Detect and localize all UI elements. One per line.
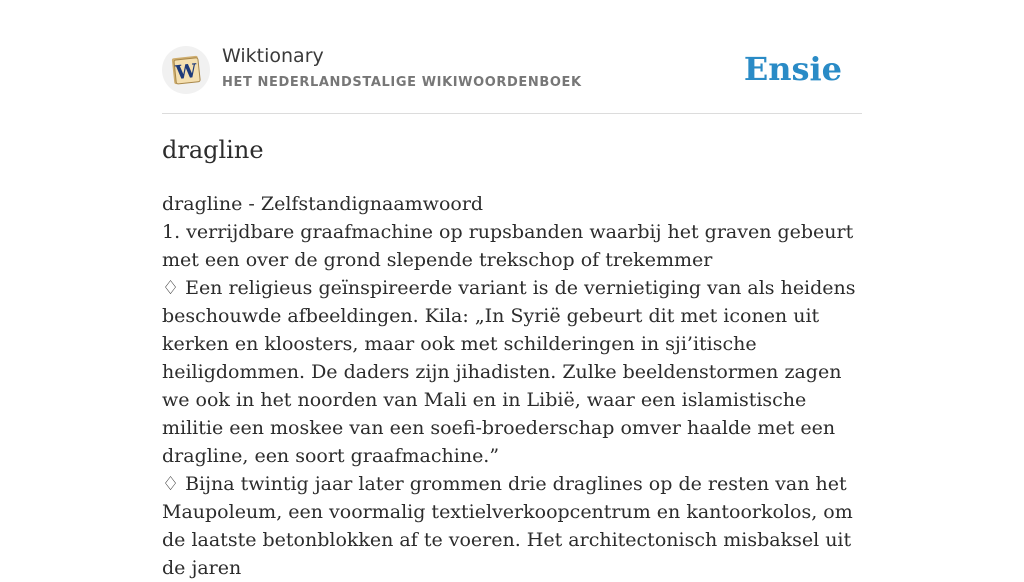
entry-example: ♢ Bijna twintig jaar later grommen drie draglines op de resten van het Maupoleum, een voormalig textielverkoopcentrum en kantoorkolos, om de laatste betonblokken af te voeren. Het architectonisch misbaksel uit de jaren [162,473,853,579]
site-header [162,42,862,114]
page-title: dragline [162,136,264,164]
entry-definition: 1. verrijdbare graafmachine op rupsbanden waarbij het graven gebeurt met een over de grond slepende trekschop of trekemmer [162,221,854,271]
ensie-brand-link[interactable]: Ensie [743,50,842,88]
entry-heading: dragline - Zelfstandignaamwoord [162,193,484,215]
logo-letter: W [174,59,198,85]
wiktionary-logo-icon[interactable] [162,46,210,94]
site-tagline: HET NEDERLANDSTALIGE WIKIWOORDENBOEK [222,75,582,90]
header-divider [162,113,862,114]
wiktionary-w-logo-icon [162,46,210,94]
entry-content [162,190,867,582]
site-name[interactable]: Wiktionary [222,45,324,67]
entry-example: ♢ Een religieus geïnspireerde variant is de vernietiging van als heidens beschouwde afbeeldingen. Kila: „In Syrië gebeurt dit met iconen uit kerken en kloosters, maar ook met schilderingen in sji’itische heiligdommen. De daders zijn jihadisten. Zulke beeldenstormen zagen we ook in het noorden van Mali en in Libië, waar een islamistische militie een moskee van een soefi-broederschap omver haalde met een dragline, een soort graafmachine.” [162,277,856,467]
